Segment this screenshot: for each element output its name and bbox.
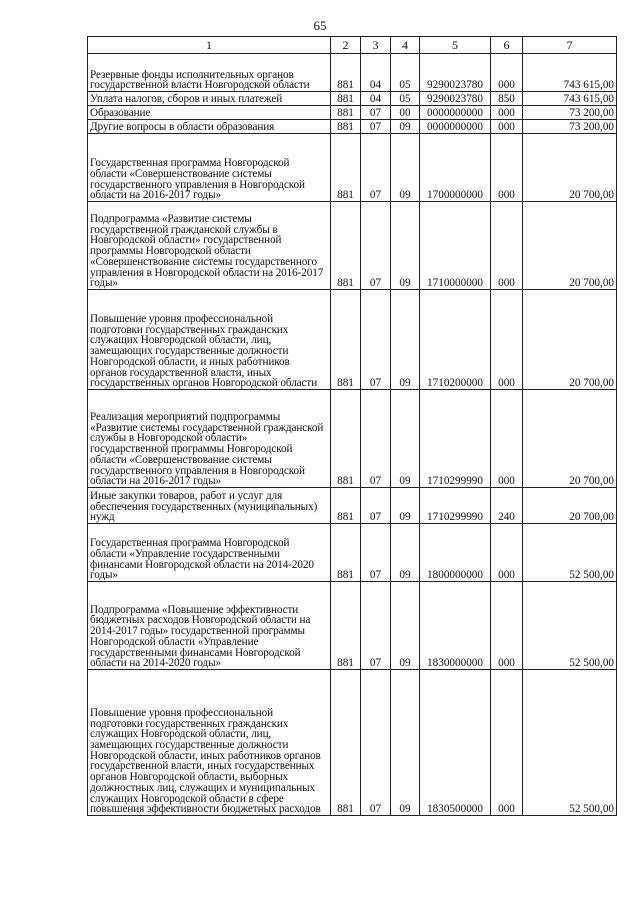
row-name: Государственная программа Новгородской области «Совершенствование системы государственного управления в Новгородской области на 2016-2017 годы» xyxy=(88,134,331,202)
row-name: Повышение уровня профессиональной подготовки государственных гражданских служащих Новгородской области, лиц, замещающих государственные должности Новгородской области, и иных работников органов государственной власти, иных государственных органов Новгородской области xyxy=(88,290,331,390)
row-amount: 743 615,00 xyxy=(523,54,617,92)
row-expense-type: 000 xyxy=(491,670,523,816)
row-target-article: 1830000000 xyxy=(420,582,491,670)
col-header-section: 3 xyxy=(361,37,391,54)
row-amount: 20 700,00 xyxy=(523,390,617,488)
budget-table xyxy=(87,36,617,816)
table-row xyxy=(88,92,617,106)
row-target-article: 0000000000 xyxy=(420,106,491,120)
table-row xyxy=(88,488,617,524)
row-target-article: 1710000000 xyxy=(420,202,491,290)
row-subsection: 09 xyxy=(391,390,420,488)
table-row xyxy=(88,106,617,120)
row-amount: 52 500,00 xyxy=(523,524,617,582)
row-section: 07 xyxy=(361,134,391,202)
col-header-grbs: 2 xyxy=(331,37,361,54)
row-subsection: 09 xyxy=(391,134,420,202)
row-amount: 20 700,00 xyxy=(523,488,617,524)
row-name: Государственная программа Новгородской области «Управление государственными финансами Новгородской области на 2014-2020 годы» xyxy=(88,524,331,582)
row-grbs: 881 xyxy=(331,120,361,134)
col-header-subsection: 4 xyxy=(391,37,420,54)
row-grbs: 881 xyxy=(331,524,361,582)
table-row xyxy=(88,524,617,582)
row-amount: 743 615,00 xyxy=(523,92,617,106)
row-subsection: 09 xyxy=(391,488,420,524)
row-subsection: 05 xyxy=(391,92,420,106)
row-expense-type: 000 xyxy=(491,202,523,290)
table-header-row xyxy=(88,37,617,54)
row-grbs: 881 xyxy=(331,582,361,670)
row-subsection: 09 xyxy=(391,582,420,670)
row-section: 04 xyxy=(361,54,391,92)
row-subsection: 09 xyxy=(391,202,420,290)
row-grbs: 881 xyxy=(331,202,361,290)
row-amount: 20 700,00 xyxy=(523,134,617,202)
row-name: Уплата налогов, сборов и иных платежей xyxy=(88,92,331,106)
row-expense-type: 000 xyxy=(491,106,523,120)
row-name: Подпрограмма «Повышение эффективности бюджетных расходов Новгородской области на 2014-2017 годы» государственной программы Новгородской области «Управление государственными финансами Новгородской области на 2014-2020 годы» xyxy=(88,582,331,670)
row-section: 07 xyxy=(361,202,391,290)
row-subsection: 00 xyxy=(391,106,420,120)
row-expense-type: 000 xyxy=(491,54,523,92)
row-section: 07 xyxy=(361,106,391,120)
row-section: 07 xyxy=(361,120,391,134)
row-subsection: 09 xyxy=(391,670,420,816)
row-name: Образование xyxy=(88,106,331,120)
row-section: 07 xyxy=(361,390,391,488)
page-number: 65 xyxy=(313,18,327,33)
row-section: 07 xyxy=(361,582,391,670)
row-subsection: 05 xyxy=(391,54,420,92)
row-expense-type: 000 xyxy=(491,582,523,670)
row-grbs: 881 xyxy=(331,290,361,390)
row-expense-type: 850 xyxy=(491,92,523,106)
row-target-article: 0000000000 xyxy=(420,120,491,134)
col-header-amount: 7 xyxy=(523,37,617,54)
row-expense-type: 000 xyxy=(491,290,523,390)
row-target-article: 1800000000 xyxy=(420,524,491,582)
row-target-article: 9290023780 xyxy=(420,92,491,106)
row-grbs: 881 xyxy=(331,134,361,202)
col-header-name: 1 xyxy=(88,37,331,54)
row-name: Повышение уровня профессиональной подготовки государственных гражданских служащих Новгородской области, лиц, замещающих государственные должности Новгородской области, иных работников органов государственной власти, иных государственных органов Новгородской области, выборных должностных лиц, служащих и муниципальных служащих Новгородской области в сфере повышения эффективности бюджетных расходов xyxy=(88,670,331,816)
row-grbs: 881 xyxy=(331,488,361,524)
row-target-article: 1710200000 xyxy=(420,290,491,390)
table-row xyxy=(88,582,617,670)
table-row xyxy=(88,290,617,390)
table-row xyxy=(88,54,617,92)
row-section: 07 xyxy=(361,670,391,816)
row-target-article: 1700000000 xyxy=(420,134,491,202)
row-subsection: 09 xyxy=(391,120,420,134)
row-section: 07 xyxy=(361,524,391,582)
row-grbs: 881 xyxy=(331,390,361,488)
table-row xyxy=(88,670,617,816)
row-amount: 20 700,00 xyxy=(523,202,617,290)
row-section: 07 xyxy=(361,488,391,524)
row-grbs: 881 xyxy=(331,54,361,92)
row-expense-type: 000 xyxy=(491,134,523,202)
row-name: Иные закупки товаров, работ и услуг для обеспечения государственных (муниципальных) нужд xyxy=(88,488,331,524)
row-grbs: 881 xyxy=(331,670,361,816)
row-target-article: 1710299990 xyxy=(420,390,491,488)
table-row xyxy=(88,134,617,202)
row-target-article: 9290023780 xyxy=(420,54,491,92)
row-amount: 73 200,00 xyxy=(523,106,617,120)
table-row xyxy=(88,202,617,290)
row-subsection: 09 xyxy=(391,290,420,390)
row-amount: 20 700,00 xyxy=(523,290,617,390)
row-expense-type: 000 xyxy=(491,524,523,582)
row-expense-type: 000 xyxy=(491,390,523,488)
row-grbs: 881 xyxy=(331,92,361,106)
row-expense-type: 000 xyxy=(491,120,523,134)
row-target-article: 1830500000 xyxy=(420,670,491,816)
row-amount: 73 200,00 xyxy=(523,120,617,134)
row-section: 07 xyxy=(361,290,391,390)
col-header-target-article: 5 xyxy=(420,37,491,54)
row-name: Реализация мероприятий подпрограммы «Развитие системы государственной гражданской службы в Новгородской области» государственной программы Новгородской области «Совершенствование системы государственного управления в Новгородской области на 2016-2017 годы» xyxy=(88,390,331,488)
table-row xyxy=(88,120,617,134)
row-name: Подпрограмма «Развитие системы государственной гражданской службы в Новгородской области» государственной программы Новгородской области «Совершенствование системы государственного управления в Новгородской области на 2016-2017 годы» xyxy=(88,202,331,290)
row-target-article: 1710299990 xyxy=(420,488,491,524)
row-name: Другие вопросы в области образования xyxy=(88,120,331,134)
col-header-expense-type: 6 xyxy=(491,37,523,54)
row-amount: 52 500,00 xyxy=(523,582,617,670)
row-expense-type: 240 xyxy=(491,488,523,524)
row-section: 04 xyxy=(361,92,391,106)
row-grbs: 881 xyxy=(331,106,361,120)
table-row xyxy=(88,390,617,488)
row-subsection: 09 xyxy=(391,524,420,582)
row-name: Резервные фонды исполнительных органов государственной власти Новгородской области xyxy=(88,54,331,92)
row-amount: 52 500,00 xyxy=(523,670,617,816)
